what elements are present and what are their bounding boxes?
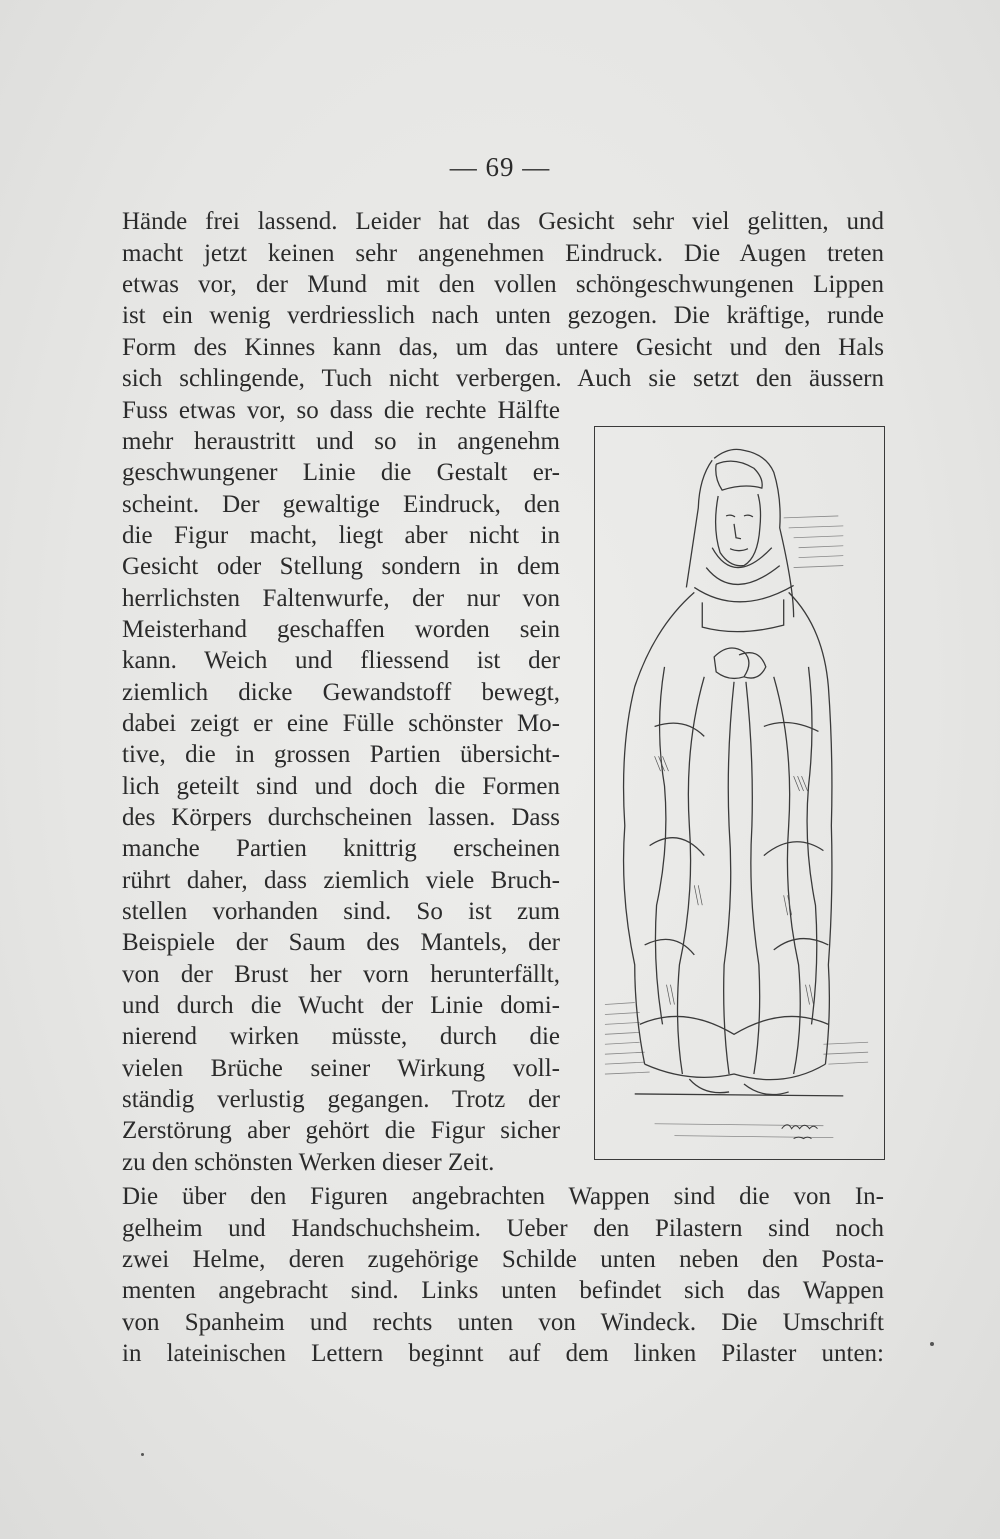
text-line: ständig verlustig gegangen. Trotz der (122, 1086, 560, 1113)
text-line: die Figur macht, liegt aber nicht in (122, 522, 560, 549)
text-line: von Spanheim und rechts unten von Windeck. Die Umschrift (122, 1309, 884, 1336)
text-line: Gesicht oder Stellung sondern in dem (122, 553, 560, 580)
text-line: zu den schönsten Werken dieser Zeit. (122, 1149, 495, 1176)
text-line: Hände frei lassend. Leider hat das Gesicht sehr viel gelitten, und (122, 208, 884, 235)
text-line: macht jetzt keinen sehr angenehmen Eindruck. Die Augen treten (122, 240, 884, 267)
text-line: geschwungener Linie die Gestalt er- (122, 459, 560, 486)
text-line: vielen Brüche seiner Wirkung voll- (122, 1055, 560, 1082)
text-line: des Körpers durchscheinen lassen. Dass (122, 804, 560, 831)
page-number: — 69 — (449, 152, 551, 182)
text-line: mehr heraustritt und so in angenehm (122, 428, 560, 455)
text-line: rührt daher, dass ziemlich viele Bruch- (122, 867, 560, 894)
text-line: stellen vorhanden sind. So ist zum (122, 898, 560, 925)
text-line: von der Brust her vorn herunterfällt, (122, 961, 560, 988)
text-line: in lateinischen Lettern beginnt auf dem linken Pilaster unten: (122, 1340, 884, 1367)
text-line: Meisterhand geschaffen worden sein (122, 616, 560, 643)
text-line: Beispiele der Saum des Mantels, der (122, 929, 560, 956)
text-line: scheint. Der gewaltige Eindruck, den (122, 491, 560, 518)
text-line: Form des Kinnes kann das, um das untere Gesicht und den Hals (122, 334, 884, 361)
text-line: nierend wirken müsste, durch die (122, 1023, 560, 1050)
text-line: menten angebracht sind. Links unten befindet sich das Wappen (122, 1277, 884, 1304)
text-line: lich geteilt sind und doch die Formen (122, 773, 560, 800)
text-line: kann. Weich und fliessend ist der (122, 647, 560, 674)
text-line: gelheim und Handschuchsheim. Ueber den Pilastern sind noch (122, 1215, 884, 1242)
text-line: ist ein wenig verdriesslich nach unten gezogen. Die kräftige, runde (122, 302, 884, 329)
text-line: zwei Helme, deren zugehörige Schilde unten neben den Posta- (122, 1246, 884, 1273)
speck (930, 1342, 934, 1346)
text-line: Fuss etwas vor, so dass die rechte Hälfte (122, 397, 560, 424)
text-line: dabei zeigt er eine Fülle schönster Mo- (122, 710, 560, 737)
statue-illustration (594, 426, 885, 1160)
statue-drawing (595, 427, 884, 1159)
text-line: herrlichsten Faltenwurfe, der nur von (122, 585, 560, 612)
text-line: sich schlingende, Tuch nicht verbergen. Auch sie setzt den äussern (122, 365, 884, 392)
text-line: tive, die in grossen Partien übersicht- (122, 741, 560, 768)
text-line: ziemlich dicke Gewandstoff bewegt, (122, 679, 560, 706)
text-line: etwas vor, der Mund mit den vollen schöngeschwungenen Lippen (122, 271, 884, 298)
artist-signature (782, 1125, 818, 1139)
text-line: Die über den Figuren angebrachten Wappen sind die von In- (122, 1183, 884, 1210)
text-line: und durch die Wucht der Linie domi- (122, 992, 560, 1019)
text-line: Zerstörung aber gehört die Figur sicher (122, 1117, 560, 1144)
text-line: manche Partien knittrig erscheinen (122, 835, 560, 862)
speck (141, 1453, 144, 1456)
